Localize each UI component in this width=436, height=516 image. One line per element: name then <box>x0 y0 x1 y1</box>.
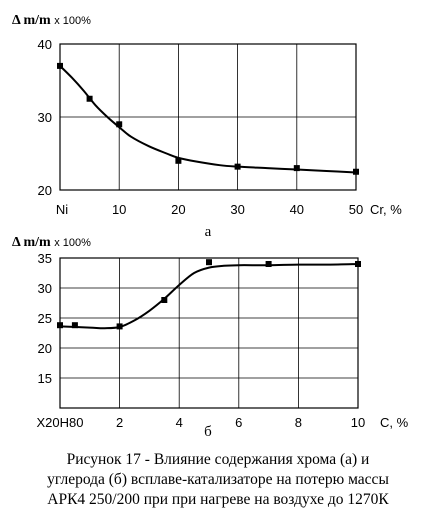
plot-frame <box>60 258 358 408</box>
data-point <box>206 259 212 265</box>
data-point <box>57 63 63 69</box>
data-point <box>116 121 122 127</box>
series-line <box>60 264 358 328</box>
x-origin-label: Ni <box>55 202 69 217</box>
data-point <box>87 96 93 102</box>
x-tick-label: 10 <box>111 202 127 217</box>
data-point <box>353 169 359 175</box>
y-axis-label <box>12 235 91 250</box>
series-line <box>60 66 356 173</box>
y-tick-label: 20 <box>37 341 52 356</box>
x-origin-label: Х20Н80 <box>36 415 84 430</box>
x-tick-label: 2 <box>115 415 124 430</box>
caption-line-2: углерода (б) всплаве-катализаторе на потерю массы <box>47 471 389 488</box>
y-tick-label: 35 <box>37 251 52 266</box>
y-tick-label: 20 <box>37 183 52 198</box>
data-point <box>294 165 300 171</box>
x-tick-label: 50 <box>348 202 364 217</box>
y-tick-label: 40 <box>37 37 52 52</box>
data-point <box>355 261 361 267</box>
data-point <box>72 322 78 328</box>
y-tick-label: 25 <box>37 311 52 326</box>
x-tick-label: 20 <box>171 202 186 217</box>
panel-label: а <box>204 224 212 240</box>
y-axis-label-suffix: x 100% <box>54 15 91 27</box>
y-tick-label: 30 <box>37 281 52 296</box>
y-tick-label: 15 <box>37 371 52 386</box>
y-axis-label <box>12 13 91 28</box>
data-point <box>117 323 123 329</box>
data-point <box>235 164 241 170</box>
y-tick-label: 30 <box>37 110 52 125</box>
data-point <box>161 297 167 303</box>
data-point <box>266 261 272 267</box>
y-axis-label-main: Δ m/m <box>12 235 55 250</box>
x-tick-label: 4 <box>175 415 183 430</box>
y-axis-label-suffix: x 100% <box>54 237 91 249</box>
x-tick-label: 10 <box>350 415 366 430</box>
panel-label: б <box>204 424 212 440</box>
x-tick-label: 6 <box>235 415 243 430</box>
x-tick-label: 30 <box>230 202 245 217</box>
x-axis-label: Cr, % <box>370 202 402 217</box>
data-point <box>57 322 63 328</box>
x-tick-label: 40 <box>289 202 305 217</box>
figure-caption <box>0 450 436 510</box>
data-point <box>175 158 181 164</box>
caption-line-1: Рисунок 17 - Влияние содержания хрома (а) и <box>66 451 370 468</box>
x-axis-label: C, % <box>380 415 409 430</box>
caption-line-3: АРК4 250/200 при при нагреве на воздухе до 1270К <box>47 491 389 508</box>
y-axis-label-main: Δ m/m <box>12 13 55 28</box>
chart-panel-a <box>12 13 402 240</box>
chart-panel-b <box>12 235 409 440</box>
x-tick-label: 8 <box>294 415 303 430</box>
